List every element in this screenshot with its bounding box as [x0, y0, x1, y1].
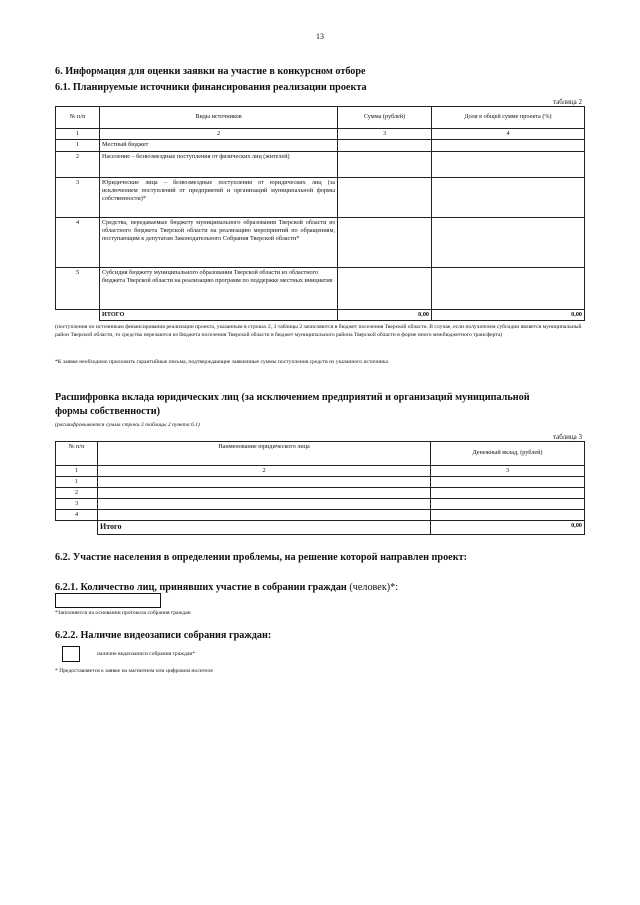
section-6-2-1-heading [55, 582, 398, 593]
index-cell: 4 [432, 129, 585, 140]
legal-contribution-heading-line1: Расшифровка вклада юридических лиц (за исключением предприятий и организаций муниципальной [55, 392, 530, 403]
video-record-checkbox-label: наличие видеозаписи собрания граждан* [97, 651, 196, 657]
share-cell[interactable] [432, 218, 585, 268]
section-6-2-heading: 6.2. Участие населения в определении проблемы, на решение которой направлен проект: [55, 552, 467, 563]
source-name: Местный бюджет [100, 140, 338, 152]
funding-sources-table [55, 106, 585, 321]
row-number: 4 [56, 218, 100, 268]
col-header-share: Доля в общей сумме проекта (%) [432, 107, 585, 129]
sum-cell[interactable] [338, 140, 432, 152]
index-cell: 3 [431, 466, 585, 477]
table-row [56, 477, 585, 488]
table-3-label: таблица 3 [553, 433, 582, 441]
total-share: 0,00 [432, 310, 585, 321]
row-number: 1 [56, 477, 98, 488]
index-cell: 1 [56, 129, 100, 140]
col-header-number: № п/п [56, 107, 100, 129]
source-name: Средства, передаваемые бюджету муниципального образования Тверской области из областного бюджета Тверской области на реализацию мероприятий по обращениям, поступающим к депутатам Законодательного Собрания Тверской области* [100, 218, 338, 268]
participants-count-label: 6.2.1. Количество лиц, принявших участие в собрании граждан [55, 582, 347, 593]
funding-note: (поступления по источникам финансирования реализации проекта, указанным в строках 2, 3 таблицы 2 зачисляются в бюджет поселения Тверской области. В случае, если получателем субсидии является муниципальный район Тверской области, то средства перелаются из бюджета поселения Тверской области в бюджет муниципального района Тверской области в форме иного межбюджетного трансферта) [55, 324, 582, 339]
row-number: 2 [56, 488, 98, 499]
entity-name-cell[interactable] [98, 477, 431, 488]
video-record-note: * Предоставляется к заявке на магнитном или цифровом носителе [55, 668, 213, 674]
share-cell[interactable] [432, 152, 585, 178]
row-number: 2 [56, 152, 100, 178]
total-label: ИТОГО [100, 310, 338, 321]
source-name: Субсидия бюджету муниципального образования Тверской области из областного бюджета Тверской области на реализацию программ по поддержке местных инициатив [100, 268, 338, 310]
total-sum: 0,00 [338, 310, 432, 321]
table-row [56, 178, 585, 218]
section-6-heading: 6. Информация для оценки заявки на участие в конкурсном отборе [55, 66, 366, 77]
index-cell: 1 [56, 466, 98, 477]
table-row [56, 152, 585, 178]
col-header-sum: Сумма (рублей) [338, 107, 432, 129]
table-row [56, 488, 585, 499]
row-number: 5 [56, 268, 100, 310]
contribution-cell[interactable] [431, 488, 585, 499]
table-2-label: таблица 2 [553, 98, 582, 106]
table-row [56, 510, 585, 521]
entity-name-cell[interactable] [98, 510, 431, 521]
sum-cell[interactable] [338, 152, 432, 178]
section-6-1-heading: 6.1. Планируемые источники финансирования реализации проекта [55, 82, 367, 93]
guarantee-letter-note: *К заявке необходимо приложить гарантийные письма, подтверждающие заявленные суммы поступления средств из указанного источника [55, 359, 388, 365]
table-row [56, 268, 585, 310]
table-row [56, 140, 585, 152]
index-cell: 3 [338, 129, 432, 140]
total-row [56, 521, 585, 534]
row-number: 3 [56, 499, 98, 510]
contribution-cell[interactable] [431, 510, 585, 521]
source-name: Население – безвозмездные поступления от физических лиц (жителей) [100, 152, 338, 178]
page-number: 13 [316, 32, 324, 41]
share-cell[interactable] [432, 268, 585, 310]
legal-entities-table [55, 441, 585, 535]
source-name: Юридические лица – безвозмездные поступления от юридических лиц (за исключением поступлений от предприятий и организаций муниципальной формы собственности)* [100, 178, 338, 218]
entity-name-cell[interactable] [98, 488, 431, 499]
participants-count-note: *Заполняется на основании протокола собрания граждан [55, 610, 191, 616]
participants-count-input[interactable] [55, 593, 161, 608]
sum-cell[interactable] [338, 268, 432, 310]
share-cell[interactable] [432, 178, 585, 218]
row-number: 1 [56, 140, 100, 152]
total-label: Итого [98, 521, 431, 534]
row-number: 4 [56, 510, 98, 521]
table-row [56, 499, 585, 510]
table-row [56, 218, 585, 268]
total-value: 0,00 [431, 521, 585, 534]
legal-contribution-hint: (расшифровывается сумма строки 3 таблицы 2 пункта 6.1) [55, 422, 200, 428]
col-header-number: № п/п [56, 442, 98, 466]
total-row [56, 310, 585, 321]
row-number: 3 [56, 178, 100, 218]
col-header-source: Виды источников [100, 107, 338, 129]
sum-cell[interactable] [338, 218, 432, 268]
contribution-cell[interactable] [431, 477, 585, 488]
col-header-contribution: Денежный вклад, (рублей) [431, 442, 585, 466]
index-cell: 2 [98, 466, 431, 477]
participants-count-unit: (человек)*: [349, 582, 399, 593]
sum-cell[interactable] [338, 178, 432, 218]
col-header-entity-name: Наименование юридического лица [98, 442, 431, 466]
section-6-2-2-heading: 6.2.2. Наличие видеозаписи собрания граждан: [55, 630, 272, 641]
contribution-cell[interactable] [431, 499, 585, 510]
entity-name-cell[interactable] [98, 499, 431, 510]
legal-contribution-heading-line2: формы собственности) [55, 406, 160, 417]
index-cell: 2 [100, 129, 338, 140]
share-cell[interactable] [432, 140, 585, 152]
video-record-checkbox[interactable] [62, 646, 80, 662]
